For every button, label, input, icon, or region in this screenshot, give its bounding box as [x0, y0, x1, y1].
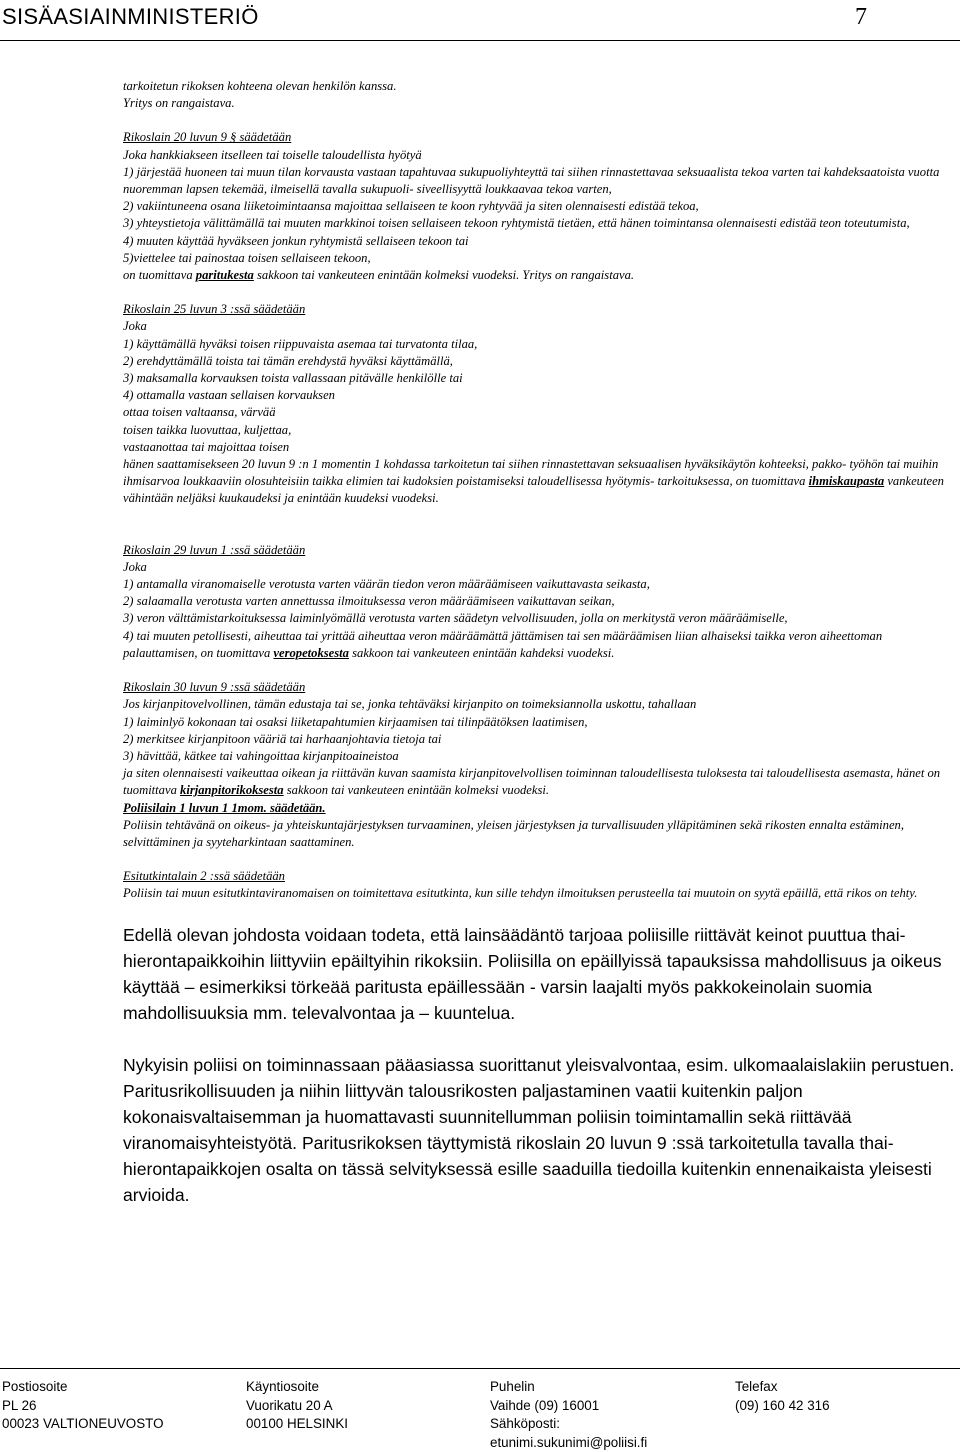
footer-value: 00100 HELSINKI [246, 1416, 348, 1432]
section-line: Joka [123, 559, 147, 574]
page-number: 7 [855, 4, 867, 30]
section-heading: Esitutkintalain 2 :ssä säädetään [123, 869, 285, 884]
footer-label: Käyntiosoite [246, 1379, 319, 1394]
document-body [123, 78, 955, 1208]
intro-block [123, 78, 955, 112]
footer-label: Puhelin [490, 1379, 535, 1394]
section-esitutkintalaki [123, 868, 955, 902]
footer-email[interactable]: etunimi.sukunimi@poliisi.fi [490, 1434, 648, 1450]
footer-visiting-address [246, 1378, 348, 1434]
section-line: 2) merkitsee kirjanpitoon vääriä tai harhaanjohtavia tietoja tai [123, 731, 442, 746]
section-text: ja siten olennaisesti vaikeuttaa oikean ja riittävän kuvan saamista kirjanpitovelvollisen toiminnan taloudellisesta tuloksesta tai taloudellisesta asemasta, hänet on tuomittava [123, 766, 941, 798]
footer-rule [0, 1368, 960, 1369]
footer-fax [735, 1378, 830, 1415]
section-line: 1) laiminlyö kokonaan tai osaksi liiketapahtumien kirjaamisen tai tilinpäätöksen laatimisen, [123, 714, 588, 729]
section-heading: Rikoslain 29 luvun 1 :ssä säädetään [123, 542, 306, 557]
section-rl-25-3 [123, 301, 955, 507]
section-heading: Poliisilain 1 luvun 1 1mom. säädetään. [123, 800, 326, 815]
section-text: hänen saattamisekseen 20 luvun 9 :n 1 momentin 1 kohdassa tarkoitetun tai siihen rinnastettavan seksuaalisen hyväksikäytön kohteeksi, pakko- työhön tai muihin ihmisarvoa loukkaaviin olosuhteisiin taikka elimien tai kudoksien poistamiseksi taloudellisessa hyötymis- tarkoituksessa, on tuomittava [123, 457, 939, 489]
section-line [123, 628, 955, 662]
footer-label: Telefax [735, 1379, 778, 1394]
section-line: Jos kirjanpitovelvollinen, tämän edustaja tai se, jonka tehtäväksi kirjanpito on toimeksiannolla uskottu, tahallaan [123, 697, 697, 712]
conclusion-paragraph-1 [123, 922, 955, 1026]
page-header [0, 0, 960, 40]
offence-term: ihmiskaupasta [808, 474, 885, 489]
section-line: 4) muuten käyttää hyväkseen jonkun ryhtymistä sellaiseen tekoon tai [123, 233, 469, 248]
section-line: 2) vakiintuneena osana liiketoimintaansa majoittaa sellaiseen te koon ryhtyvää ja siten olennaisesti edistää tekoa, [123, 199, 699, 214]
section-line: Joka [123, 319, 147, 334]
section-line [123, 267, 955, 284]
section-line: toisen taikka luovuttaa, kuljettaa, [123, 422, 292, 437]
section-text: sakkoon tai vankeuteen enintään kahdeksi vuodeksi. [348, 645, 615, 660]
offence-term: kirjanpitorikoksesta [180, 783, 284, 798]
paragraph-text: Edellä olevan johdosta voidaan todeta, että lainsäädäntö tarjoaa poliisille riittävät keinot puuttua thai-hierontapaikkoihin liittyviin epäiltyihin rikoksiin. Poliisilla on epäillyissä tapauksissa mahdollisuus ja oikeus käyttää – esimerkiksi törkeää paritusta epäillessään - varsin laajalti myös pakkokeinolain suomia mahdollisuuksia mm. televalvontaa ja – kuuntelua. [123, 924, 942, 1023]
section-line: 1) järjestää huoneen tai muun tilan korvausta vastaan tapahtuvaa sukupuoliyhteyttä tai siihen rinnastettavaa seksuaalista tekoa varten tai kahdeksaatoista vuotta nuoremman lapsen tekemää, ilmeisellä tavalla sukupuoli- siveellisyyttä loukkaavaa tekoa varten, [123, 164, 940, 197]
intro-line: Yritys on rangaistava. [123, 96, 235, 111]
section-line: ottaa toisen valtaansa, värvää [123, 405, 276, 420]
ministry-name: SISÄASIAINMINISTERIÖ [2, 4, 259, 29]
section-text: vankeuteen vähintään neljäksi kuukaudeksi ja enintään kuudeksi vuodeksi. [123, 474, 944, 506]
section-heading: Rikoslain 25 luvun 3 :ssä säädetään [123, 302, 306, 317]
section-rl-20-9 [123, 129, 955, 284]
footer-value: 00023 VALTIONEUVOSTO [2, 1416, 164, 1432]
header-rule [0, 40, 960, 41]
section-heading: Rikoslain 20 luvun 9 § säädetään [123, 130, 292, 145]
section-rl-29-1 [123, 542, 955, 662]
footer-phone [490, 1378, 647, 1452]
footer-value: (09) 160 42 316 [735, 1397, 830, 1413]
section-text: sakkoon tai vankeuteen enintään kolmeksi vuodeksi. Yritys on rangaistava. [253, 268, 635, 283]
section-line: Poliisin tai muun esitutkintaviranomaisen on toimitettava esitutkinta, kun sille tehdyn ilmoituksen perusteella tai muutoin on syytä epäillä, että rikos on tehty. [123, 886, 918, 901]
section-line [123, 456, 955, 508]
section-line: 5)viettelee tai painostaa toisen sellaiseen tekoon, [123, 250, 371, 265]
section-text: 4) tai muuten petollisesti, aiheuttaa tai yrittää aiheuttaa veron määräämättä jättämisen tai sen määräämisen liian alhaiseksi taikka veron aiheettoman palauttamisen, on tuomittava [123, 628, 883, 660]
footer-postal-address [2, 1378, 164, 1434]
footer-value: PL 26 [2, 1397, 37, 1413]
section-heading: Rikoslain 30 luvun 9 :ssä säädetään [123, 680, 306, 695]
section-line: 3) hävittää, kätkee tai vahingoittaa kirjanpitoaineistoa [123, 748, 399, 763]
section-rl-30-9 [123, 679, 955, 851]
footer-value: Vaihde (09) 16001 [490, 1397, 600, 1413]
section-line: 3) maksamalla korvauksen toista vallassaan pitävälle henkilölle tai [123, 371, 463, 386]
footer-value: Vuorikatu 20 A [246, 1397, 333, 1413]
section-line: vastaanottaa tai majoittaa toisen [123, 439, 290, 454]
section-line: 2) erehdyttämällä toista tai tämän erehdystä hyväksi käyttämällä, [123, 353, 453, 368]
section-line: Joka hankkiakseen itselleen tai toiselle taloudellista hyötyä [123, 147, 422, 162]
section-line: 1) käyttämällä hyväksi toisen riippuvaista asemaa tai turvatonta tilaa, [123, 336, 478, 351]
footer-label: Postiosoite [2, 1379, 68, 1394]
offence-term: paritukesta [195, 268, 254, 283]
section-line: 3) veron välttämistarkoituksessa laiminlyömällä verotusta varten säädetyn velvollisuuden, jolla on merkitystä veron määräämiselle, [123, 611, 788, 626]
section-line: 3) yhteystietoja välittämällä tai muuten markkinoi toisen sellaiseen tekoon ryhtymistä tietäen, että hänen toimintansa olennaisesti edistää teon toteutumista, [123, 216, 910, 231]
conclusion-paragraph-2 [123, 1052, 955, 1208]
section-text: sakkoon tai vankeuteen enintään kolmeksi vuodeksi. [283, 783, 550, 798]
section-line: Poliisin tehtävänä on oikeus- ja yhteiskuntajärjestyksen turvaaminen, yleisen järjestyksen ja turvallisuuden ylläpitäminen sekä rikosten ennalta estäminen, selvittäminen ja syyteharkintaan saattaminen. [123, 817, 905, 849]
paragraph-text: Nykyisin poliisi on toiminnassaan pääasiassa suorittanut yleisvalvontaa, esim. ulkomaalaislakiin perustuen. Paritusrikollisuuden ja niihin liittyvän talousrikosten paljastaminen vaatii kuitenkin paljon kokonaisvaltaisemman ja huomattavasti suunnitellumman poliisin toimintamallin sekä riittävää viranomaisyhteistyötä. Paritusrikoksen täyttymistä rikoslain 20 luvun 9 :ssä tarkoitetulla tavalla thai-hierontapaikkojen osalta on tässä selvityksessä esille saaduilla tiedoilla kuitenkin ennenaikaista yleisesti arvioida. [123, 1054, 955, 1205]
section-line: 4) ottamalla vastaan sellaisen korvauksen [123, 388, 335, 403]
section-line [123, 765, 955, 799]
footer-value: Sähköposti: [490, 1416, 560, 1432]
section-text: on tuomittava [123, 268, 196, 283]
section-line: 2) salaamalla verotusta varten annettussa ilmoituksessa veron määräämiseen vaikuttavan seikan, [123, 594, 615, 609]
offence-term: veropetoksesta [273, 645, 349, 660]
intro-line: tarkoitetun rikoksen kohteena olevan henkilön kanssa. [123, 79, 397, 93]
section-line: 1) antamalla viranomaiselle verotusta varten väärän tiedon veron määräämiseen vaikuttavasta seikasta, [123, 577, 650, 592]
